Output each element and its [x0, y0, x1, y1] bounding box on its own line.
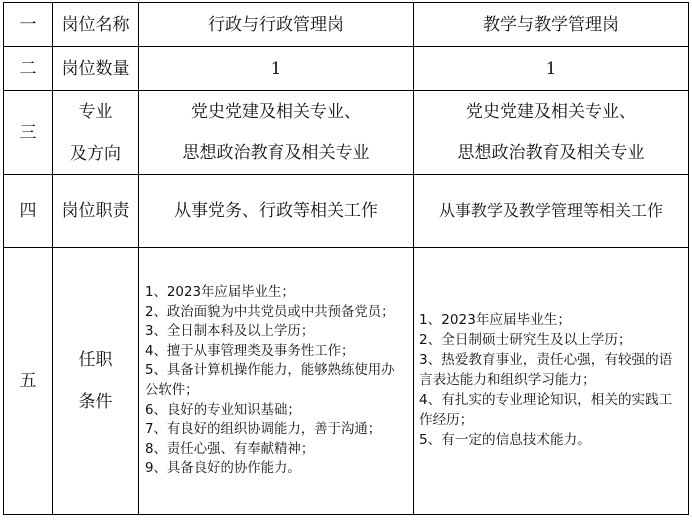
requirement-item: 4、有扎实的专业理论知识，相关的实践工作经历；	[419, 391, 673, 428]
row-label-line: 专业	[78, 101, 113, 122]
table-row-requirements	[4, 248, 689, 515]
row-number: 四	[4, 175, 53, 248]
major-line: 党史党建及相关专业、	[191, 102, 361, 122]
row-label	[53, 91, 139, 175]
requirement-item: 6、良好的专业知识基础；	[145, 402, 301, 418]
requirement-item: 2、政治面貌为中共党员或中共预备党员；	[145, 304, 395, 320]
cell-admin-position: 行政与行政管理岗	[139, 3, 414, 47]
row-label: 岗位数量	[53, 47, 139, 91]
table-row-duties	[4, 175, 689, 248]
major-line: 党史党建及相关专业、	[466, 102, 636, 122]
major-line: 思想政治教育及相关专业	[182, 143, 370, 163]
row-number: 一	[4, 3, 53, 47]
row-label: 岗位名称	[53, 3, 139, 47]
job-requirements-table	[3, 2, 689, 515]
requirement-item: 8、责任心强、有奉献精神；	[145, 441, 315, 457]
requirement-item: 5、具备计算机操作能力，能够熟练使用办公软件；	[145, 363, 395, 398]
cell-teaching-position: 教学与教学管理岗	[414, 3, 689, 47]
row-label-line: 及方向	[70, 143, 121, 164]
row-label	[53, 248, 139, 515]
cell-admin-count: 1	[139, 47, 414, 91]
row-number: 五	[4, 248, 53, 515]
requirement-item: 1、2023年应届毕业生；	[419, 312, 571, 329]
requirement-item: 2、全日制硕士研究生及以上学历；	[419, 332, 632, 349]
table-row-position-name	[4, 3, 689, 47]
cell-teaching-major	[414, 91, 689, 175]
row-number: 三	[4, 91, 53, 175]
requirement-item: 7、有良好的组织协调能力，善于沟通；	[145, 422, 382, 438]
row-label-line: 任职	[78, 350, 113, 370]
requirement-item: 3、热爱教育事业，责任心强，有较强的语言表达能力和组织学习能力；	[419, 352, 673, 389]
cell-teaching-requirements	[414, 248, 689, 515]
requirement-item: 3、全日制本科及以上学历；	[145, 324, 315, 340]
table-row-major	[4, 91, 689, 175]
row-label-line: 条件	[78, 392, 113, 412]
cell-admin-requirements	[139, 248, 414, 515]
requirement-item: 4、擅于从事管理类及事务性工作；	[145, 343, 355, 359]
requirement-item: 9、具备良好的协作能力。	[145, 461, 301, 477]
row-number: 二	[4, 47, 53, 91]
row-label: 岗位职责	[53, 175, 139, 248]
cell-admin-duties: 从事党务、行政等相关工作	[139, 175, 414, 248]
requirement-item: 1、2023年应届毕业生；	[145, 285, 295, 301]
cell-teaching-duties: 从事教学及教学管理等相关工作	[414, 175, 689, 248]
cell-teaching-count: 1	[414, 47, 689, 91]
requirement-item: 5、有一定的信息技术能力。	[419, 431, 591, 448]
cell-admin-major	[139, 91, 414, 175]
major-line: 思想政治教育及相关专业	[457, 143, 645, 163]
table-row-position-count	[4, 47, 689, 91]
